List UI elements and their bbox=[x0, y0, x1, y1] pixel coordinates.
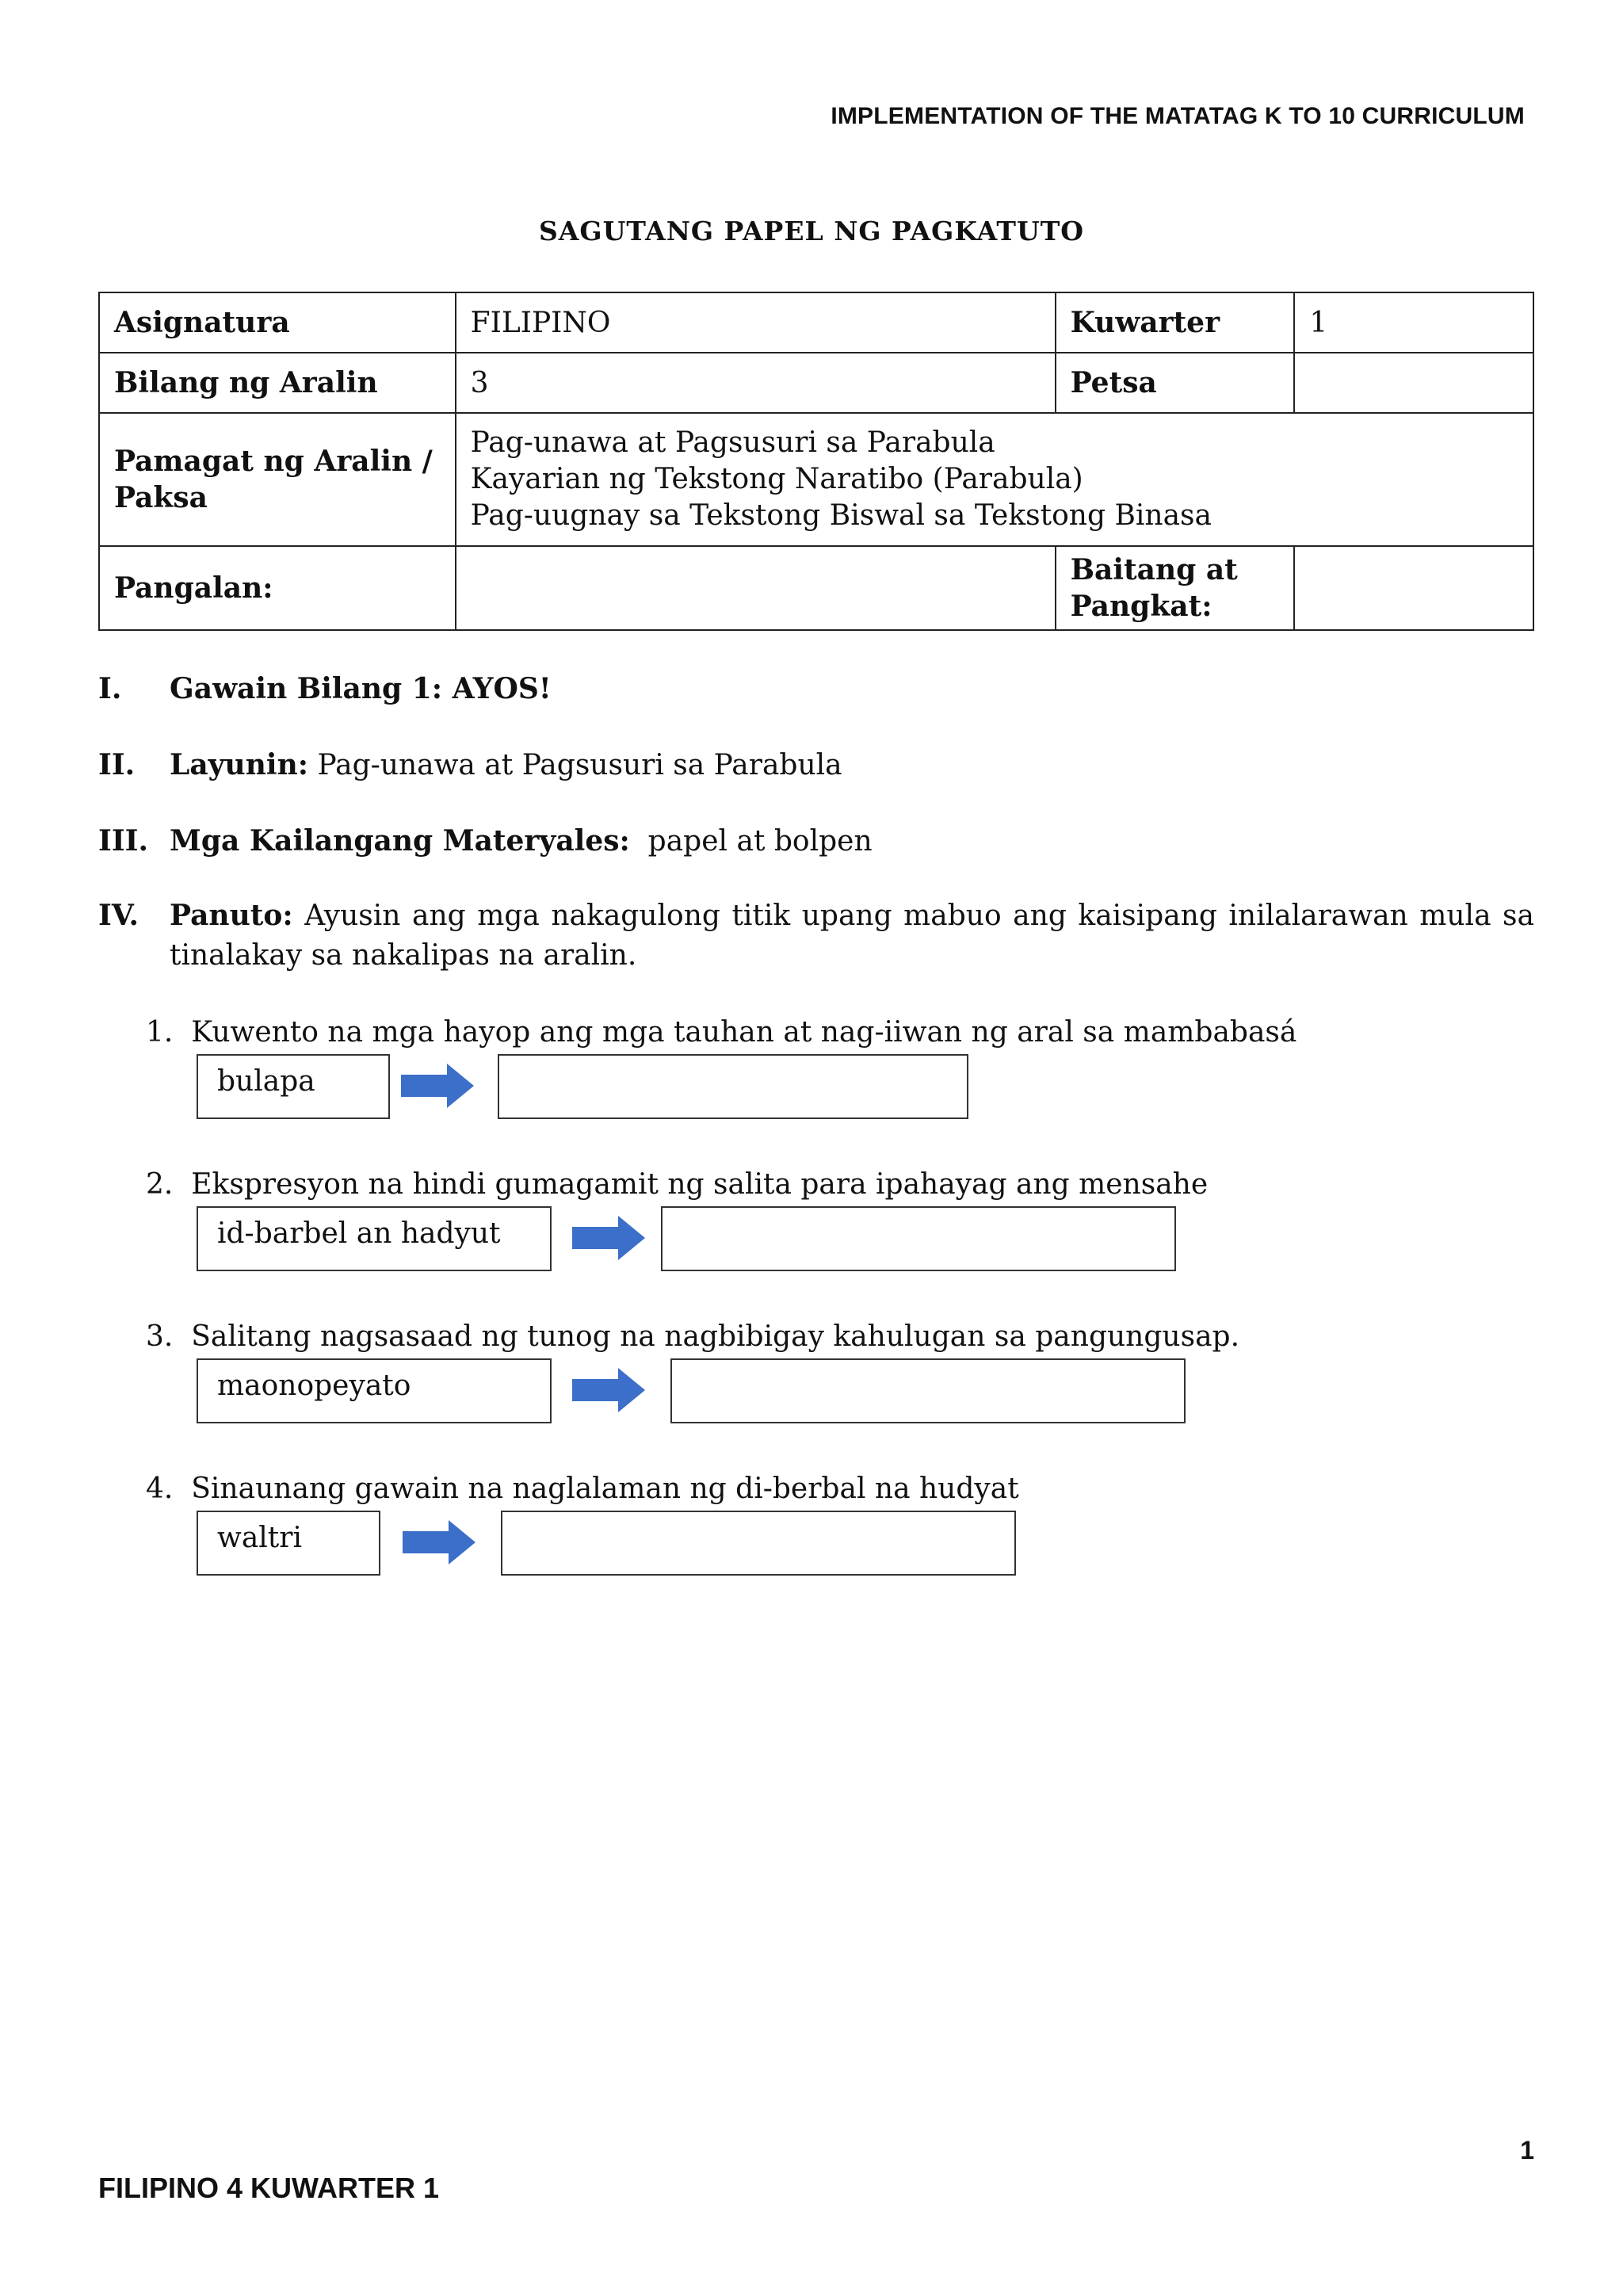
baitang-label bbox=[1056, 546, 1295, 630]
item-4-question bbox=[146, 1473, 1019, 1505]
section-3 bbox=[98, 824, 873, 858]
item-3-answer-box[interactable] bbox=[670, 1358, 1186, 1423]
asignatura-value: FILIPINO bbox=[456, 292, 1056, 353]
asignatura-label: Asignatura bbox=[99, 292, 456, 353]
page-header: IMPLEMENTATION OF THE MATATAG K TO 10 CURRICULUM bbox=[831, 103, 1525, 129]
page-footer: FILIPINO 4 KUWARTER 1 bbox=[98, 2172, 440, 2204]
baitang-label-line-1: Baitang at bbox=[1070, 553, 1238, 586]
item-3-arrow-icon bbox=[572, 1368, 645, 1412]
section-2-text: Pag-unawa at Pagsusuri sa Parabula bbox=[317, 749, 842, 781]
pamagat-value bbox=[456, 413, 1533, 546]
section-3-label: Mga Kailangang Materyales: bbox=[170, 824, 630, 858]
section-4-body bbox=[170, 896, 1534, 976]
pamagat-label-line-2: Paksa bbox=[114, 481, 208, 514]
item-4-text: Sinaunang gawain na naglalaman ng di-berbal na hudyat bbox=[191, 1473, 1019, 1505]
item-1-jumbled-box: bulapa bbox=[197, 1054, 390, 1119]
item-2-text: Ekspresyon na hindi gumagamit ng salita para ipahayag ang mensahe bbox=[191, 1168, 1209, 1201]
section-2-number: II. bbox=[98, 748, 136, 781]
pamagat-label-line-1: Pamagat ng Aralin / bbox=[114, 445, 433, 478]
kuwarter-value: 1 bbox=[1294, 292, 1533, 353]
pangalan-field[interactable] bbox=[456, 546, 1056, 630]
item-4-number: 4. bbox=[146, 1473, 174, 1505]
item-2-number: 2. bbox=[146, 1168, 174, 1201]
section-3-text: papel at bolpen bbox=[647, 825, 873, 858]
petsa-field[interactable] bbox=[1294, 353, 1533, 413]
item-2-arrow-icon bbox=[572, 1216, 645, 1260]
pamagat-label bbox=[99, 413, 456, 546]
item-1-number: 1. bbox=[146, 1016, 174, 1049]
item-1-question bbox=[146, 1016, 1296, 1049]
item-1-answer-box[interactable] bbox=[498, 1054, 968, 1119]
item-3-question bbox=[146, 1320, 1239, 1353]
pamagat-line-3: Pag-uugnay sa Tekstong Biswal sa Tekstong Binasa bbox=[470, 499, 1212, 532]
kuwarter-label: Kuwarter bbox=[1056, 292, 1295, 353]
pangalan-label: Pangalan: bbox=[99, 546, 456, 630]
item-4-arrow-icon bbox=[403, 1520, 475, 1564]
baitang-field[interactable] bbox=[1294, 546, 1533, 630]
item-3-jumbled-box: maonopeyato bbox=[197, 1358, 552, 1423]
pamagat-line-1: Pag-unawa at Pagsusuri sa Parabula bbox=[470, 426, 995, 459]
item-2-jumbled-box: id-barbel an hadyut bbox=[197, 1206, 552, 1271]
item-3-number: 3. bbox=[146, 1320, 174, 1353]
aralin-label: Bilang ng Aralin bbox=[99, 353, 456, 413]
section-4-text: Ayusin ang mga nakagulong titik upang mabuo ang kaisipang inilalarawan mula sa tinalakay sa nakalipas na aralin. bbox=[170, 900, 1534, 972]
item-3-text: Salitang nagsasaad ng tunog na nagbibigay kahulugan sa pangungusap. bbox=[191, 1320, 1240, 1353]
section-1-number: I. bbox=[98, 672, 122, 705]
item-1-text: Kuwento na mga hayop ang mga tauhan at nag-iiwan ng aral sa mambabasá bbox=[191, 1016, 1297, 1049]
pamagat-line-2: Kayarian ng Tekstong Naratibo (Parabula) bbox=[470, 463, 1083, 495]
section-4-number: IV. bbox=[98, 899, 139, 932]
section-4-label: Panuto: bbox=[170, 899, 293, 932]
section-4 bbox=[98, 896, 1534, 976]
info-table bbox=[98, 292, 1534, 631]
aralin-value: 3 bbox=[456, 353, 1056, 413]
section-1-label: Gawain Bilang 1: AYOS! bbox=[170, 672, 552, 705]
section-2 bbox=[98, 748, 842, 781]
baitang-label-line-2: Pangkat: bbox=[1070, 590, 1212, 623]
petsa-label: Petsa bbox=[1056, 353, 1295, 413]
item-2-question bbox=[146, 1168, 1208, 1201]
page-title: SAGUTANG PAPEL NG PAGKATUTO bbox=[538, 216, 1085, 246]
item-1-arrow-icon bbox=[401, 1064, 474, 1108]
item-4-jumbled-box: waltri bbox=[197, 1511, 380, 1576]
item-2-answer-box[interactable] bbox=[661, 1206, 1176, 1271]
section-2-label: Layunin: bbox=[170, 748, 309, 781]
item-4-answer-box[interactable] bbox=[501, 1511, 1016, 1576]
page-number: 1 bbox=[1520, 2136, 1534, 2164]
section-1 bbox=[98, 672, 552, 705]
section-3-number: III. bbox=[98, 824, 149, 858]
